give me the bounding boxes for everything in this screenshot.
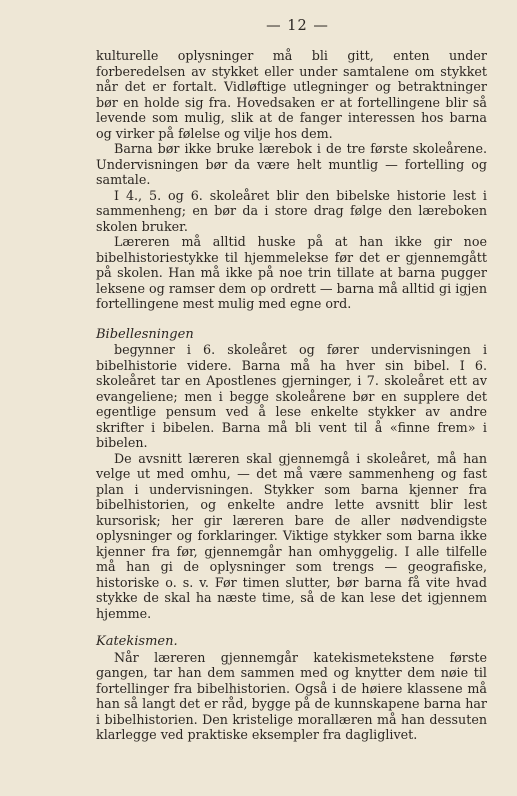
page-number: — 12 —: [266, 18, 329, 34]
section-heading-katekismen: Katekismen.: [96, 634, 178, 649]
section-heading-bibellesningen: Bibellesningen: [96, 326, 194, 342]
paragraph: Barna bør ikke bruke lærebok i de tre første skoleårene. Undervisningen bør da være helt muntlig — fortelling og samtale.: [96, 141, 487, 187]
paragraph: begynner i 6. skoleåret og fører undervisningen i bibelhistorie videre. Barna må ha hver sin bibel. I 6. skoleåret tar en Apostlenes gjerninger, i 7. skoleåret ett av evangeliene; men i begge skoleårene bør en supplere det egentlige pensum ved å lese enkelte stykker av andre skrifter i bibelen. Barna må bli vent til å «finne frem» i bibelen.: [96, 342, 487, 450]
paragraph: I 4., 5. og 6. skoleåret blir den bibelske historie lest i sammenheng; en bør da i store drag følge den læreboken skolen bruker.: [96, 187, 487, 234]
paragraph: Når læreren gjennemgår katekismetekstene første gangen, tar han dem sammen med og knytter dem nøie til fortellinger fra bibelhistorien. Også i de høiere klassene må han så langt det er råd, bygge på de kunnskapene barna har i bibelhistorien. Den kristelige morallæren må han dessuten klarlegge ved praktiske eksempler fra dagliglivet.: [96, 649, 487, 742]
paragraph: De avsnitt læreren skal gjennemgå i skoleåret, må han velge ut med omhu, — det må være sammenheng og fast plan i undervisningen. Stykker som barna kjenner fra bibelhistorien, og enkelte andre lette avsnitt blir lest kursorisk; her gir læreren bare de aller nødvendigste oplysninger og forklaringer. Viktige stykker som barna ikke kjenner fra før, gjennemgår han omhyggelig. I alle tilfelle må han gi de oplysninger som trengs — geografiske, historiske o. s. v. Før timen slutter, bør barna få vite hvad stykke de skal ha næste time, så de kan lese det igjennem hjemme.: [96, 450, 487, 621]
paragraph: kulturelle oplysninger må bli gitt, enten under forberedelsen av stykket eller under samtalene om stykket når det er fortalt. Vidløftige utlegninger og betraktninger bør en holde sig fra. Hovedsaken er at fortellingene blir så levende som mulig, slik at de fanger interessen hos barna og virker på følelse og vilje hos dem.: [96, 48, 487, 141]
paragraph: Læreren må alltid huske på at han ikke gir noe bibelhistoriestykke til hjemmelekse før det er gjennemgått på skolen. Han må ikke på noe trin tillate at barna pugger leksene og ramser dem op ordrett — barna må alltid gi igjen fortellingene mest mulig med egne ord.: [96, 234, 487, 311]
